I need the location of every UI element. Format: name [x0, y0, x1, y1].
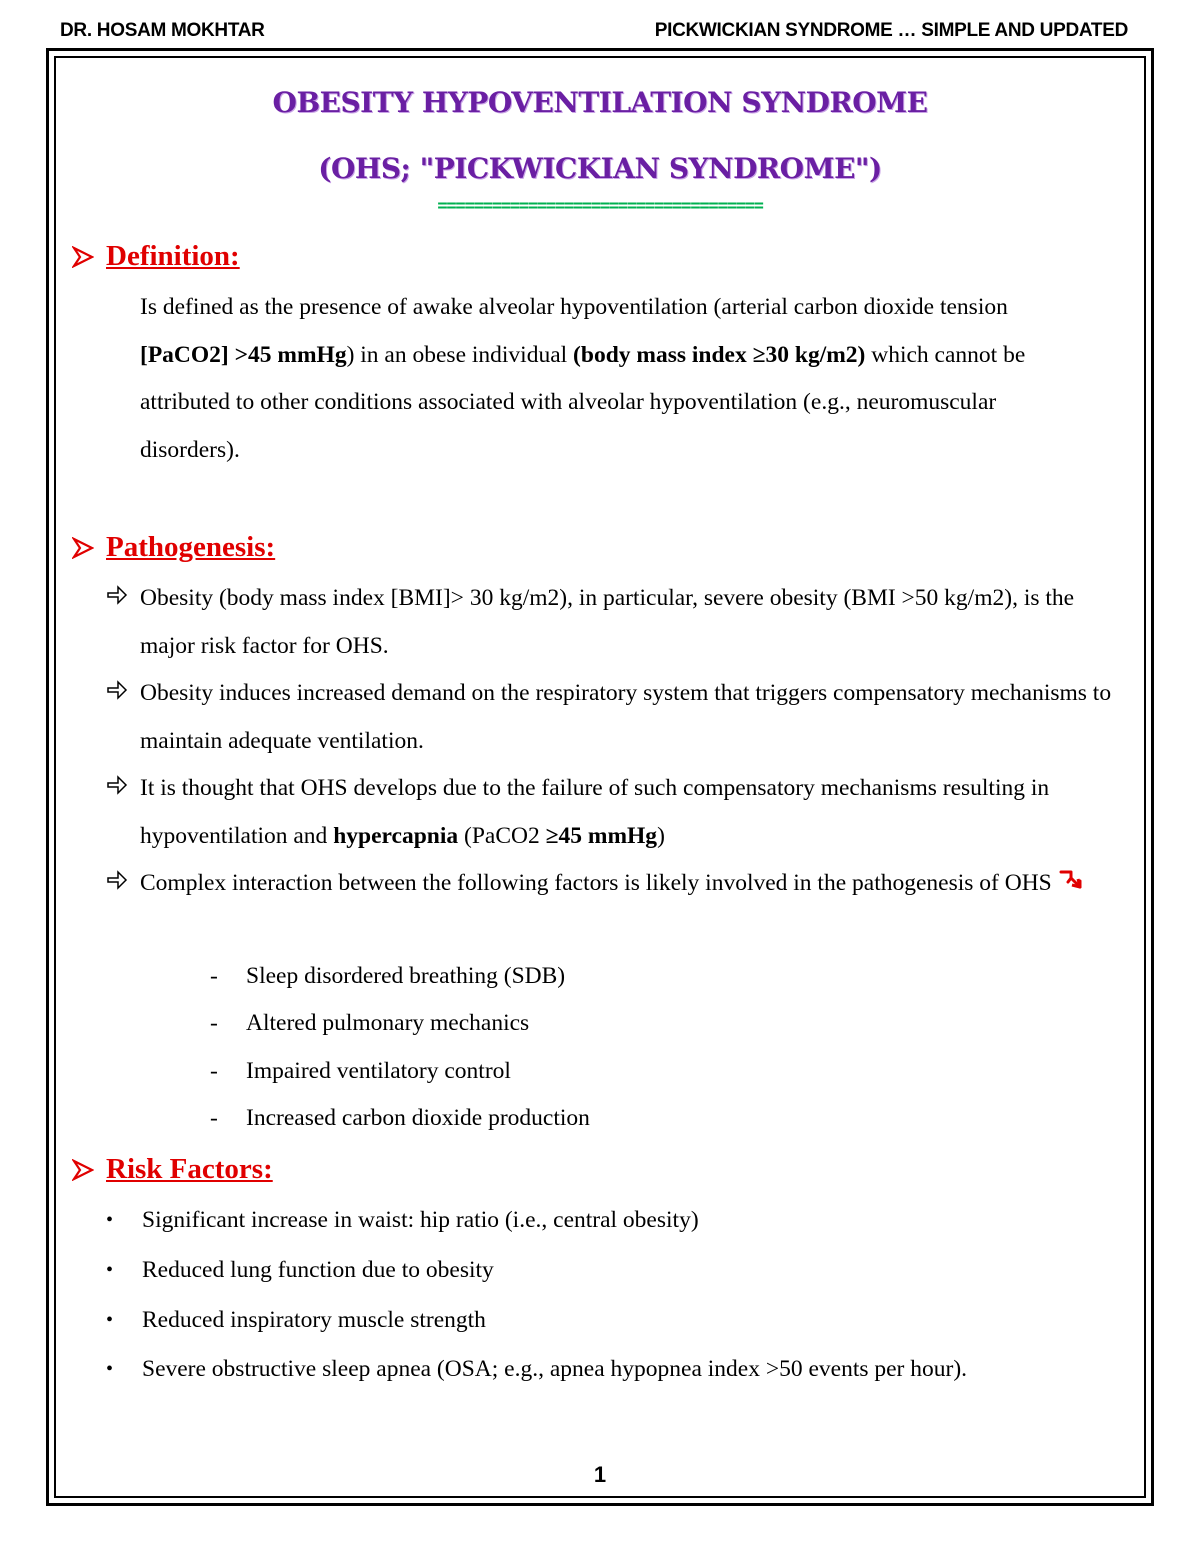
- risk-item-1: Significant increase in waist: hip ratio (i.e., central obesity): [142, 1207, 699, 1233]
- pathogenesis-item-2: Obesity induces increased demand on the respiratory system that triggers compensatory mechanisms to maintain adequate ventilation.: [140, 680, 1112, 754]
- definition-heading-row: [72, 240, 240, 273]
- outline-right-arrow-icon: [106, 670, 128, 710]
- list-item: - Increased carbon dioxide production: [210, 1105, 590, 1131]
- item4-text: Complex interaction between the following factors is likely involved in the pathogenesis of OHS: [140, 870, 1052, 896]
- definition-text-a: Is defined as the presence of awake alveolar hypoventilation (arterial carbon dioxide tension: [140, 294, 1008, 320]
- list-item: [106, 575, 1116, 670]
- item3-text-e: ): [657, 822, 665, 849]
- header-doc-title: PICKWICKIAN SYNDROME … SIMPLE AND UPDATED: [654, 20, 1128, 41]
- list-item: • Reduced inspiratory muscle strength: [106, 1307, 486, 1333]
- risk-item-2: Reduced lung function due to obesity: [142, 1257, 494, 1283]
- risk-factors-heading: Risk Factors:: [106, 1153, 273, 1185]
- definition-text-e: which cannot be attributed to other conditions associated with alveolar hypoventilation (e.g., neuromuscular disorders).: [140, 341, 1026, 463]
- list-item: - Impaired ventilatory control: [210, 1058, 511, 1084]
- page-title: OBESITY HYPOVENTILATION SYNDROME: [272, 86, 928, 119]
- title-separator: ====================================: [437, 196, 763, 216]
- item3-text-a: It is thought that OHS develops due to the failure of such compensatory mechanisms resulting in hypoventilation and: [140, 775, 1050, 849]
- list-item: • Significant increase in waist: hip ratio (i.e., central obesity): [106, 1207, 699, 1233]
- list-item: [106, 860, 1116, 918]
- arrowhead-bullet-icon: [72, 246, 94, 268]
- page-number: 1: [593, 1462, 607, 1487]
- factor-3: Impaired ventilatory control: [246, 1058, 511, 1084]
- list-item: [106, 765, 1116, 860]
- hooked-arrow-icon: [1058, 869, 1088, 893]
- arrowhead-bullet-icon: [72, 1159, 94, 1181]
- risk-item-4: Severe obstructive sleep apnea (OSA; e.g., apnea hypopnea index >50 events per hour).: [142, 1356, 968, 1382]
- factor-4: Increased carbon dioxide production: [246, 1105, 590, 1131]
- definition-text: [140, 284, 1100, 474]
- list-item: • Reduced lung function due to obesity: [106, 1257, 494, 1283]
- arrowhead-bullet-icon: [72, 537, 94, 559]
- list-item: • Severe obstructive sleep apnea (OSA; e.g., apnea hypopnea index >50 events per hour).: [106, 1356, 968, 1382]
- definition-text-c: ) in an obese individual: [346, 341, 574, 368]
- outline-right-arrow-icon: [106, 860, 128, 900]
- risk-factors-heading-row: [72, 1153, 273, 1186]
- item3-text-c: (PaCO2: [458, 822, 546, 849]
- definition-paco2: [PaCO2] >45 mmHg: [140, 341, 347, 368]
- list-item: - Sleep disordered breathing (SDB): [210, 963, 566, 989]
- pathogenesis-heading: Pathogenesis:: [106, 531, 276, 563]
- item3-hypercapnia: hypercapnia: [333, 822, 459, 849]
- outline-right-arrow-icon: [106, 765, 128, 805]
- header-author: DR. HOSAM MOKHTAR: [60, 20, 265, 41]
- list-item: - Altered pulmonary mechanics: [210, 1010, 530, 1036]
- list-item: [106, 670, 1116, 765]
- factor-1: Sleep disordered breathing (SDB): [246, 963, 566, 989]
- definition-bmi: (body mass index ≥30 kg/m2): [573, 341, 866, 368]
- pathogenesis-item-4: [140, 860, 1088, 918]
- pathogenesis-heading-row: [72, 531, 275, 564]
- pathogenesis-item-3: [140, 765, 1116, 860]
- pathogenesis-item-1: Obesity (body mass index [BMI]> 30 kg/m2), in particular, severe obesity (BMI >50 kg/m2), is the major risk factor for OHS.: [140, 585, 1075, 659]
- definition-heading: Definition:: [106, 240, 240, 272]
- risk-item-3: Reduced inspiratory muscle strength: [142, 1307, 486, 1333]
- item3-paco2: ≥45 mmHg: [545, 822, 658, 849]
- page-subtitle: (OHS; "PICKWICKIAN SYNDROME"): [318, 152, 882, 185]
- factor-2: Altered pulmonary mechanics: [246, 1010, 530, 1036]
- outline-right-arrow-icon: [106, 575, 128, 615]
